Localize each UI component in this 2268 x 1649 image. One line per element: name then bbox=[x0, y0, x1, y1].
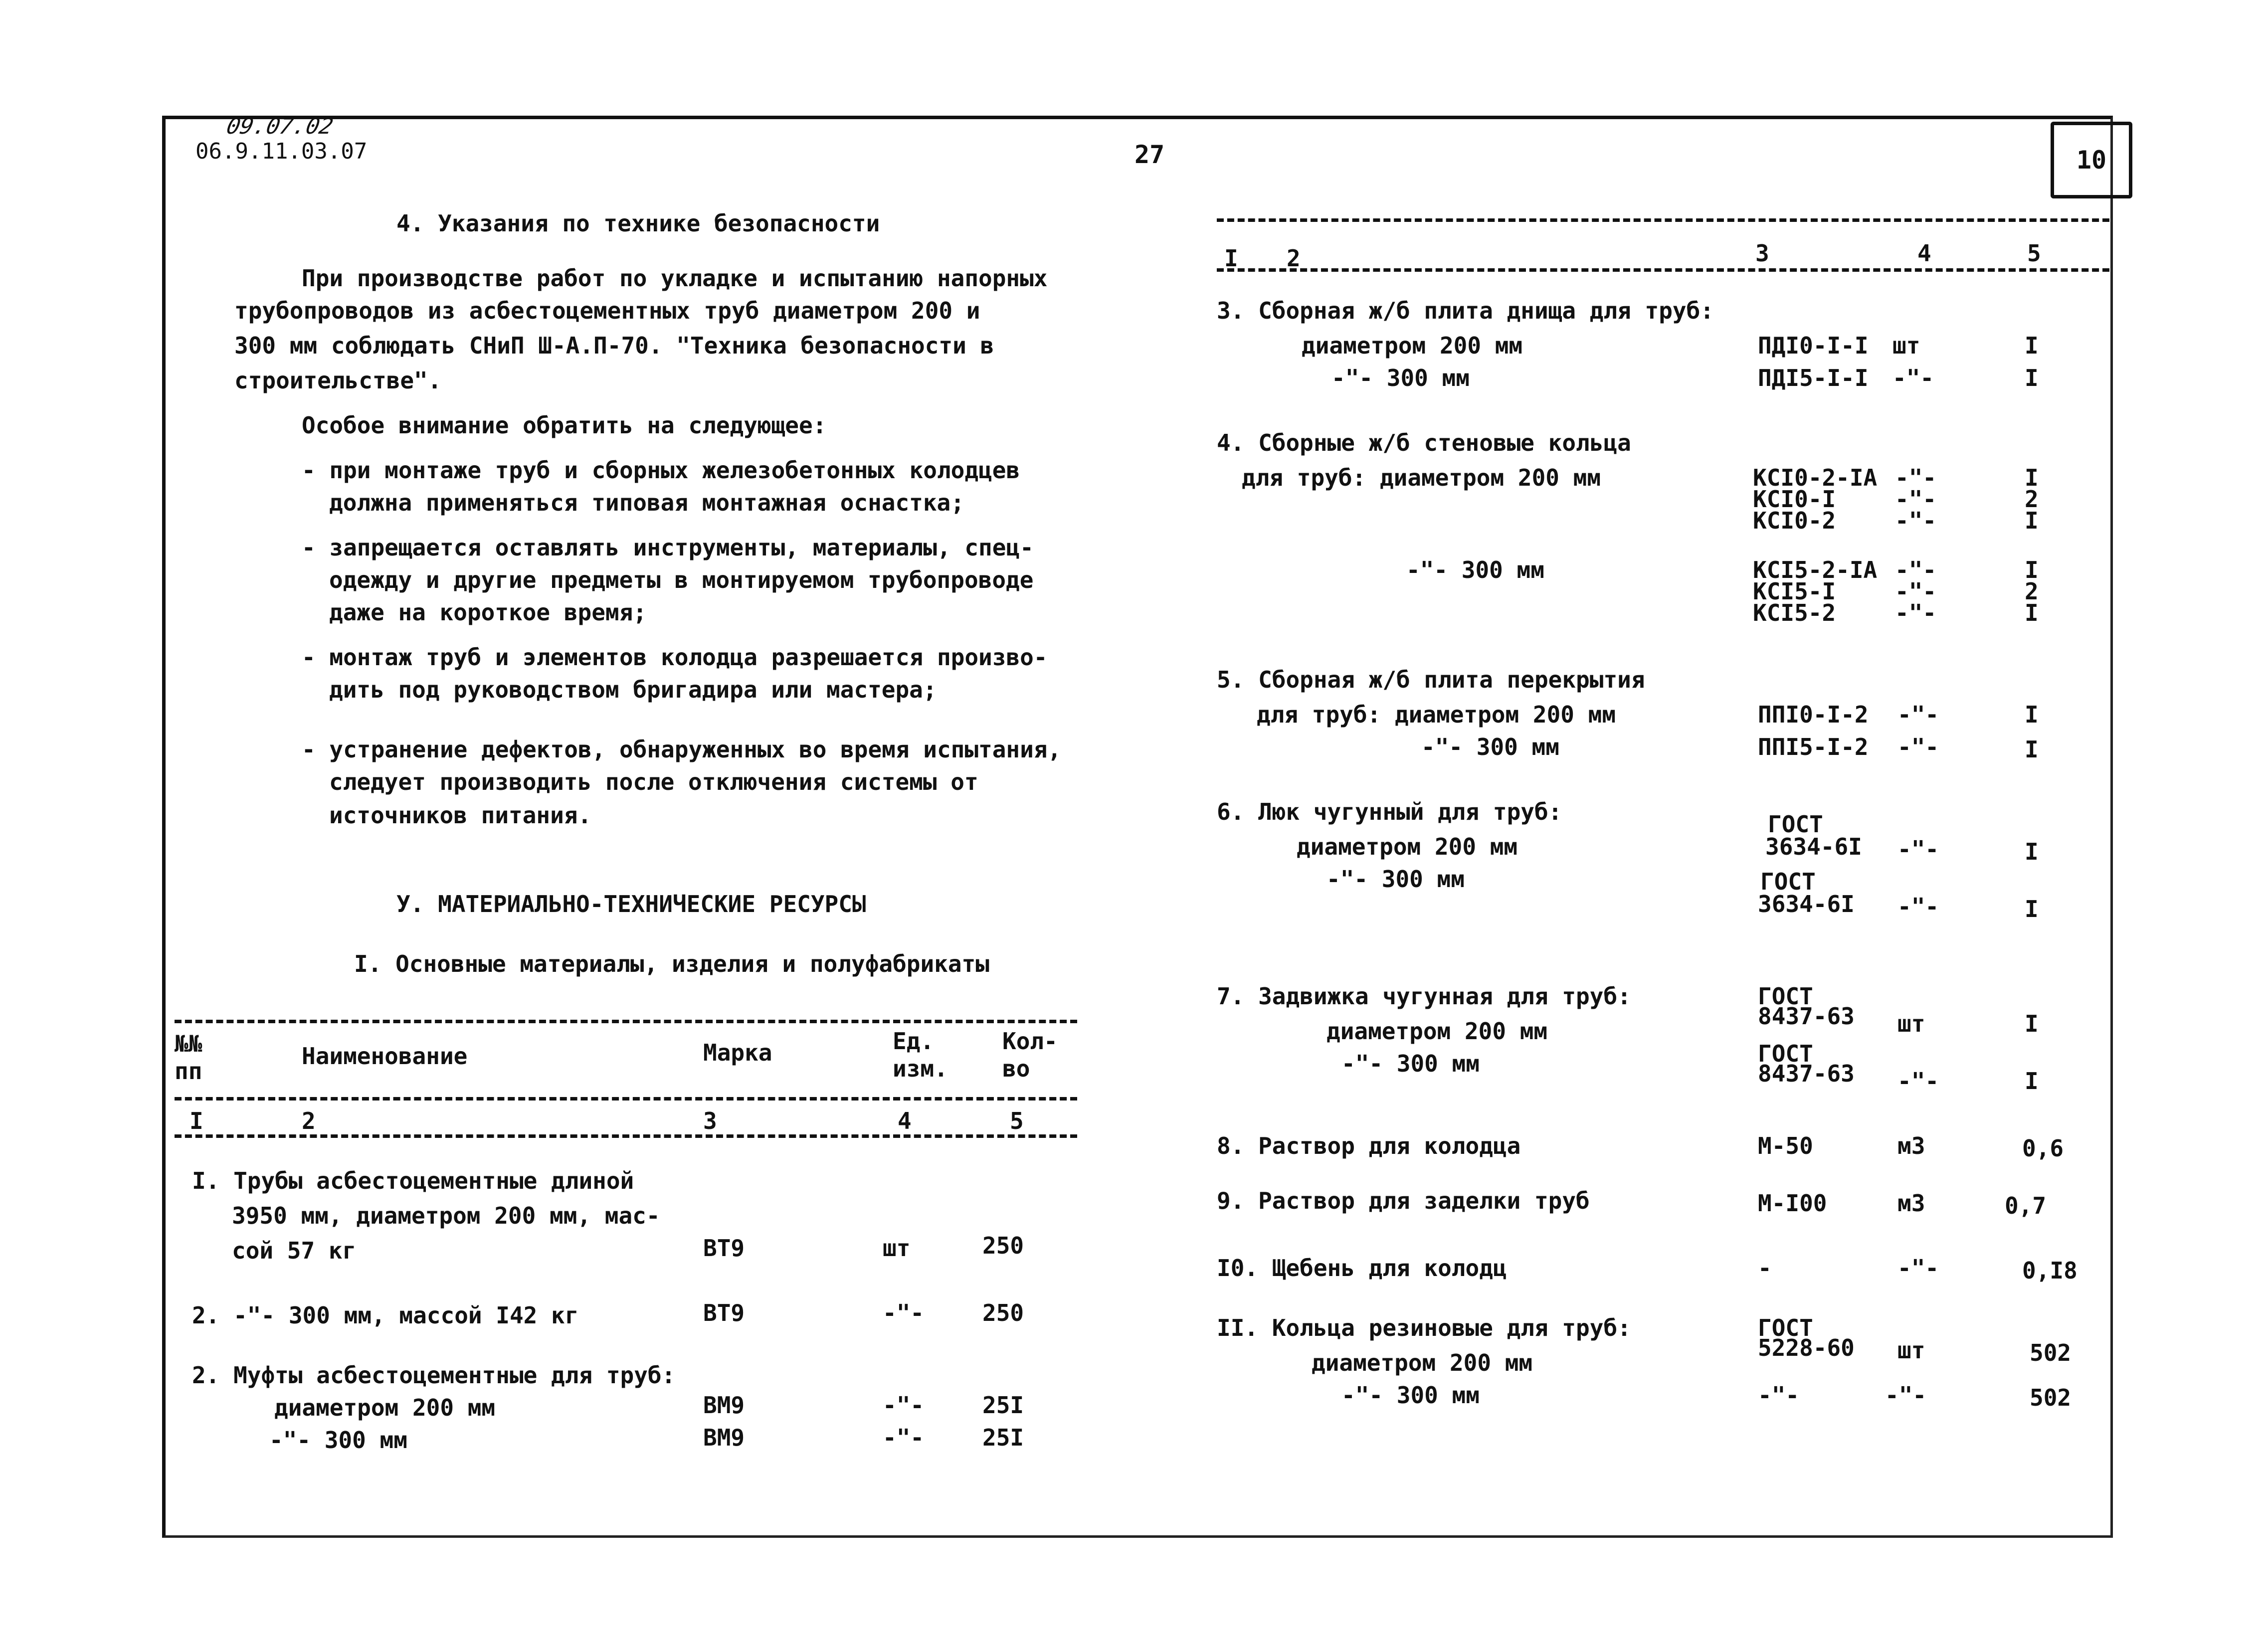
item-mark: ГОСТ bbox=[1758, 983, 1813, 1010]
item-qty: I bbox=[2025, 1068, 2039, 1095]
item-qty: I bbox=[2025, 507, 2039, 534]
item-qty: I bbox=[2025, 838, 2039, 865]
item-mark: 5228-60 bbox=[1758, 1334, 1855, 1361]
item-qty: I bbox=[2025, 599, 2039, 626]
item-mark: КСI0-2 bbox=[1753, 507, 1836, 534]
table-cell-unit: -"- bbox=[883, 1299, 925, 1326]
col-number: 5 bbox=[2027, 240, 2041, 267]
para1-line: При производстве работ по укладке и испытанию напорных bbox=[302, 265, 1048, 292]
item-unit: шт bbox=[1897, 1337, 1925, 1364]
para1-line: 300 мм соблюдать СНиП Ш-А.П-70. "Техника безопасности в bbox=[234, 332, 994, 359]
th-qty: во bbox=[1002, 1055, 1030, 1082]
item-qty: I bbox=[2025, 736, 2039, 763]
doc-code: 06.9.11.03.07 bbox=[195, 139, 368, 164]
table-cell-mark: ВМ9 bbox=[703, 1424, 745, 1451]
item-unit: -"- bbox=[1895, 599, 1937, 626]
col-number: I bbox=[189, 1107, 203, 1134]
item-unit: -"- bbox=[1892, 365, 1934, 391]
table-cell-mark: ВТ9 bbox=[703, 1235, 745, 1262]
item-mark: 8437-63 bbox=[1758, 1060, 1855, 1087]
item-mark: 3634-6I bbox=[1765, 833, 1862, 860]
item-unit: -"- bbox=[1897, 1255, 1939, 1282]
item-unit: -"- bbox=[1885, 1382, 1927, 1409]
item-line: -"- 300 мм bbox=[1341, 1050, 1480, 1077]
item-unit: м3 bbox=[1897, 1190, 1925, 1217]
item-qty: 0,I8 bbox=[2022, 1257, 2078, 1284]
item-unit: -"- bbox=[1897, 701, 1939, 728]
item-line: -"- 300 мм bbox=[1326, 866, 1465, 893]
item-line: диаметром 200 мм bbox=[1312, 1349, 1533, 1376]
item-unit: м3 bbox=[1897, 1132, 1925, 1159]
item-unit: -"- bbox=[1897, 836, 1939, 863]
table-cell-qty: 25I bbox=[982, 1392, 1024, 1419]
table-cell-name: 3950 мм, диаметром 200 мм, мас- bbox=[232, 1202, 660, 1229]
bullet-line: одежду и другие предметы в монтируемом трубопроводе bbox=[329, 566, 1034, 593]
item-mark: КСI0-2-IА bbox=[1753, 464, 1878, 491]
item-mark: ПДI5-I-I bbox=[1758, 365, 1869, 391]
col-number: 5 bbox=[1010, 1107, 1024, 1134]
item-line: 5. Сборная ж/б плита перекрытия bbox=[1217, 666, 1645, 693]
th-name: Наименование bbox=[302, 1043, 468, 1070]
table-cell-qty: 25I bbox=[982, 1424, 1024, 1451]
item-mark: ПДI0-I-I bbox=[1758, 332, 1869, 359]
item-unit: -"- bbox=[1897, 893, 1939, 920]
item-mark: ГОСТ bbox=[1768, 811, 1823, 838]
item-qty: I bbox=[2025, 464, 2039, 491]
item-qty: 502 bbox=[2030, 1384, 2072, 1411]
item-qty: 0,6 bbox=[2022, 1135, 2064, 1162]
item-line: -"- 300 мм bbox=[1341, 1382, 1480, 1409]
item-line: -"- 300 мм bbox=[1406, 556, 1544, 583]
bullet-line: следует производить после отключения системы от bbox=[329, 768, 978, 795]
item-line: 4. Сборные ж/б стеновые кольца bbox=[1217, 429, 1631, 456]
table-rule bbox=[175, 1134, 1077, 1138]
col-number: 2 bbox=[302, 1107, 316, 1134]
table-cell-name: -"- 300 мм bbox=[269, 1427, 407, 1454]
item-line: -"- 300 мм bbox=[1421, 733, 1559, 760]
item-line: 8. Раствор для колодца bbox=[1217, 1132, 1521, 1159]
item-line: 6. Люк чугунный для труб: bbox=[1217, 798, 1562, 825]
page-number: 27 bbox=[1134, 140, 1165, 169]
col-number: 3 bbox=[703, 1107, 717, 1134]
item-mark: КСI5-2-IА bbox=[1753, 556, 1878, 583]
th-unit: Ед. bbox=[893, 1028, 935, 1055]
bullet-line: - запрещается оставлять инструменты, материалы, спец- bbox=[302, 534, 1034, 561]
bullet-line: даже на короткое время; bbox=[329, 599, 647, 626]
table-cell-name: сой 57 кг bbox=[232, 1237, 357, 1264]
item-qty: I bbox=[2025, 332, 2039, 359]
para1-line: трубопроводов из асбестоцементных труб диаметром 200 и bbox=[234, 297, 980, 324]
col-number: 3 bbox=[1755, 240, 1769, 267]
col-number: I bbox=[1224, 245, 1238, 272]
handwritten-code: 09.07.02 bbox=[224, 114, 336, 139]
item-line: II. Кольца резиновые для труб: bbox=[1217, 1314, 1631, 1341]
item-line: для труб: диаметром 200 мм bbox=[1242, 464, 1601, 491]
item-line: диаметром 200 мм bbox=[1326, 1018, 1548, 1045]
item-unit: -"- bbox=[1895, 507, 1937, 534]
item-mark: ГОСТ bbox=[1758, 1040, 1813, 1067]
bullet-line: должна применяться типовая монтажная оснастка; bbox=[329, 489, 964, 516]
bullet-line: - при монтаже труб и сборных железобетонных колодцев bbox=[302, 457, 1020, 484]
table-cell-unit: -"- bbox=[883, 1392, 925, 1419]
col-number: 4 bbox=[898, 1107, 912, 1134]
table-cell-mark: ВМ9 bbox=[703, 1392, 745, 1419]
item-mark: ППI0-I-2 bbox=[1758, 701, 1869, 728]
th-num: №№ bbox=[175, 1030, 202, 1057]
sheet-number: 10 bbox=[2051, 122, 2132, 198]
bullet-line: - устранение дефектов, обнаруженных во время испытания, bbox=[302, 736, 1062, 763]
item-line: -"- 300 мм bbox=[1331, 365, 1470, 391]
item-line: 3. Сборная ж/б плита днища для труб: bbox=[1217, 297, 1714, 324]
table-rule bbox=[175, 1020, 1077, 1023]
item-mark: ГОСТ bbox=[1758, 1314, 1813, 1341]
item-unit: -"- bbox=[1895, 556, 1937, 583]
item-qty: I bbox=[2025, 1010, 2039, 1037]
bullet-line: дить под руководством бригадира или мастера; bbox=[329, 676, 937, 703]
item-unit: -"- bbox=[1897, 733, 1939, 760]
item-mark: КСI0-I bbox=[1753, 486, 1836, 513]
table-rule bbox=[1217, 218, 2109, 222]
table-cell-mark: ВТ9 bbox=[703, 1299, 745, 1326]
bullet-line: - монтаж труб и элементов колодца разрешается произво- bbox=[302, 644, 1048, 671]
item-qty: I bbox=[2025, 701, 2039, 728]
item-line: I0. Щебень для колодц bbox=[1217, 1255, 1507, 1282]
item-qty: I bbox=[2025, 556, 2039, 583]
item-qty: 502 bbox=[2030, 1339, 2072, 1366]
bullet-line: источников питания. bbox=[329, 802, 592, 829]
th-unit: изм. bbox=[893, 1055, 948, 1082]
item-unit: -"- bbox=[1897, 1068, 1939, 1095]
item-qty: I bbox=[2025, 365, 2039, 391]
item-mark: КСI5-2 bbox=[1753, 599, 1836, 626]
table-cell-qty: 250 bbox=[982, 1299, 1024, 1326]
table-rule bbox=[175, 1097, 1077, 1100]
para2: Особое внимание обратить на следующее: bbox=[302, 412, 827, 439]
table-cell-unit: шт bbox=[883, 1235, 911, 1262]
item-qty: 0,7 bbox=[2005, 1192, 2047, 1219]
item-mark: 8437-63 bbox=[1758, 1003, 1855, 1030]
item-line: диаметром 200 мм bbox=[1297, 833, 1518, 860]
item-mark: КСI5-I bbox=[1753, 578, 1836, 605]
table-cell-name: I. Трубы асбестоцементные длиной bbox=[192, 1167, 634, 1194]
item-mark: М-I00 bbox=[1758, 1190, 1827, 1217]
item-unit: -"- bbox=[1895, 578, 1937, 605]
item-qty: 2 bbox=[2025, 578, 2039, 605]
table-cell-name: диаметром 200 мм bbox=[274, 1394, 496, 1421]
item-mark: - bbox=[1758, 1255, 1772, 1282]
table-cell-name: 2. Муфты асбестоцементные для труб: bbox=[192, 1362, 676, 1389]
item-mark: М-50 bbox=[1758, 1132, 1813, 1159]
item-mark: -"- bbox=[1758, 1382, 1800, 1409]
item-line: для труб: диаметром 200 мм bbox=[1257, 701, 1616, 728]
col-number: 2 bbox=[1287, 245, 1301, 272]
item-mark: ППI5-I-2 bbox=[1758, 733, 1869, 760]
th-qty: Кол- bbox=[1002, 1028, 1058, 1055]
item-qty: 2 bbox=[2025, 486, 2039, 513]
table-cell-unit: -"- bbox=[883, 1424, 925, 1451]
section5-title: У. МАТЕРИАЛЬНО-ТЕХНИЧЕСКИЕ РЕСУРСЫ bbox=[396, 891, 866, 917]
section4-title: 4. Указания по технике безопасности bbox=[396, 210, 880, 237]
item-unit: шт bbox=[1897, 1010, 1925, 1037]
item-mark: 3634-6I bbox=[1758, 891, 1855, 917]
th-mark: Марка bbox=[703, 1039, 772, 1066]
table-cell-qty: 250 bbox=[982, 1232, 1024, 1259]
para1-line: строительстве". bbox=[234, 367, 442, 394]
item-unit: -"- bbox=[1895, 486, 1937, 513]
item-line: 7. Задвижка чугунная для труб: bbox=[1217, 983, 1631, 1010]
col-number: 4 bbox=[1917, 240, 1931, 267]
subsection-title: I. Основные материалы, изделия и полуфабрикаты bbox=[354, 950, 989, 977]
item-line: диаметром 200 мм bbox=[1302, 332, 1523, 359]
table-cell-name: 2. -"- 300 мм, массой I42 кг bbox=[192, 1302, 579, 1329]
th-num: пп bbox=[175, 1058, 202, 1085]
item-unit: шт bbox=[1892, 332, 1920, 359]
table-rule bbox=[1217, 268, 2109, 272]
item-mark: ГОСТ bbox=[1760, 868, 1816, 895]
item-line: 9. Раствор для заделки труб bbox=[1217, 1187, 1590, 1214]
item-unit: -"- bbox=[1895, 464, 1937, 491]
item-qty: I bbox=[2025, 896, 2039, 922]
